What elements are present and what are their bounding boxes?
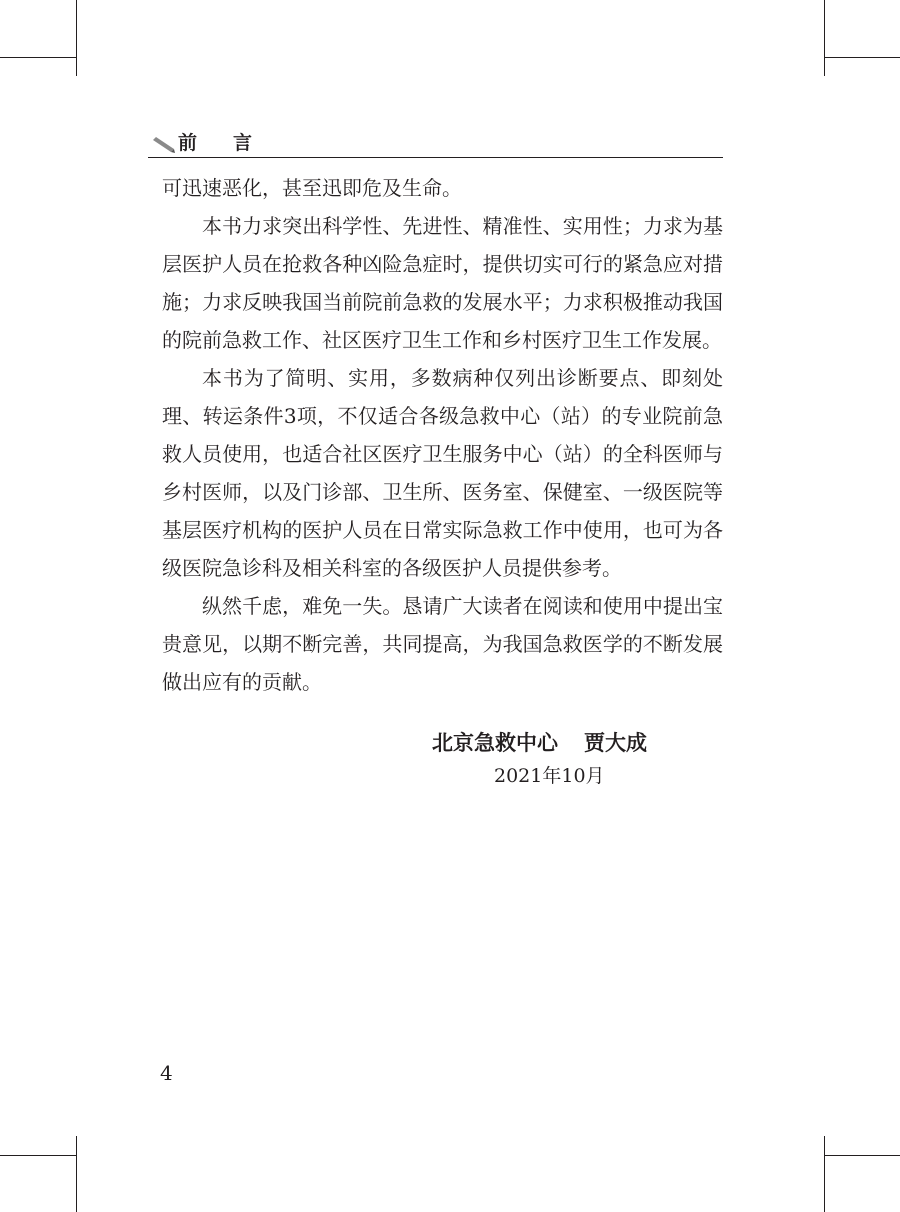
crop-mark-bottom-left-h [0, 1155, 76, 1156]
signature-organization: 北京急救中心 [432, 731, 558, 755]
crop-mark-top-right-v [824, 0, 825, 76]
crop-mark-bottom-right-v [824, 1136, 825, 1212]
paragraph: 本书为了简明、实用，多数病种仅列出诊断要点、即刻处理、转运条件3项，不仅适合各级急救中心（站）的专业院前急救人员使用，也适合社区医疗卫生服务中心（站）的全科医师与乡村医师，以及门诊部、卫生所、医务室、保健室、一级医院等基层医疗机构的医护人员在日常实际急救工作中使用，也可为各级医院急诊科及相关科室的各级医护人员提供参考。 [162, 366, 723, 580]
paragraph-continuation: 可迅速恶化，甚至迅即危及生命。 [162, 176, 462, 200]
header-title: 前言 [178, 132, 289, 154]
paragraph: 本书力求突出科学性、先进性、精准性、实用性；力求为基层医护人员在抢救各种凶险急症时，提供切实可行的紧急应对措施；力求反映我国当前院前急救的发展水平；力求积极推动我国的院前急救工作、社区医疗卫生工作和乡村医疗卫生工作发展。 [162, 214, 723, 352]
signature-date: 2021年10月 [494, 765, 605, 787]
crop-mark-top-right-h [824, 57, 900, 58]
crop-mark-top-left-h [0, 57, 76, 58]
paragraph: 纵然千虑，难免一失。恳请广大读者在阅读和使用中提出宝贵意见，以期不断完善，共同提高，为我国急救医学的不断发展做出应有的贡献。 [162, 594, 723, 694]
signature-author: 贾大成 [584, 731, 647, 755]
body-text [162, 169, 723, 701]
crop-mark-bottom-left-v [76, 1136, 77, 1212]
crop-mark-top-left-v [76, 0, 77, 76]
signature-line [432, 726, 647, 760]
pencil-icon [152, 136, 176, 154]
crop-mark-bottom-right-h [824, 1155, 900, 1156]
running-header [148, 130, 723, 158]
page-number: 4 [160, 1061, 173, 1085]
header-rule [148, 157, 723, 158]
